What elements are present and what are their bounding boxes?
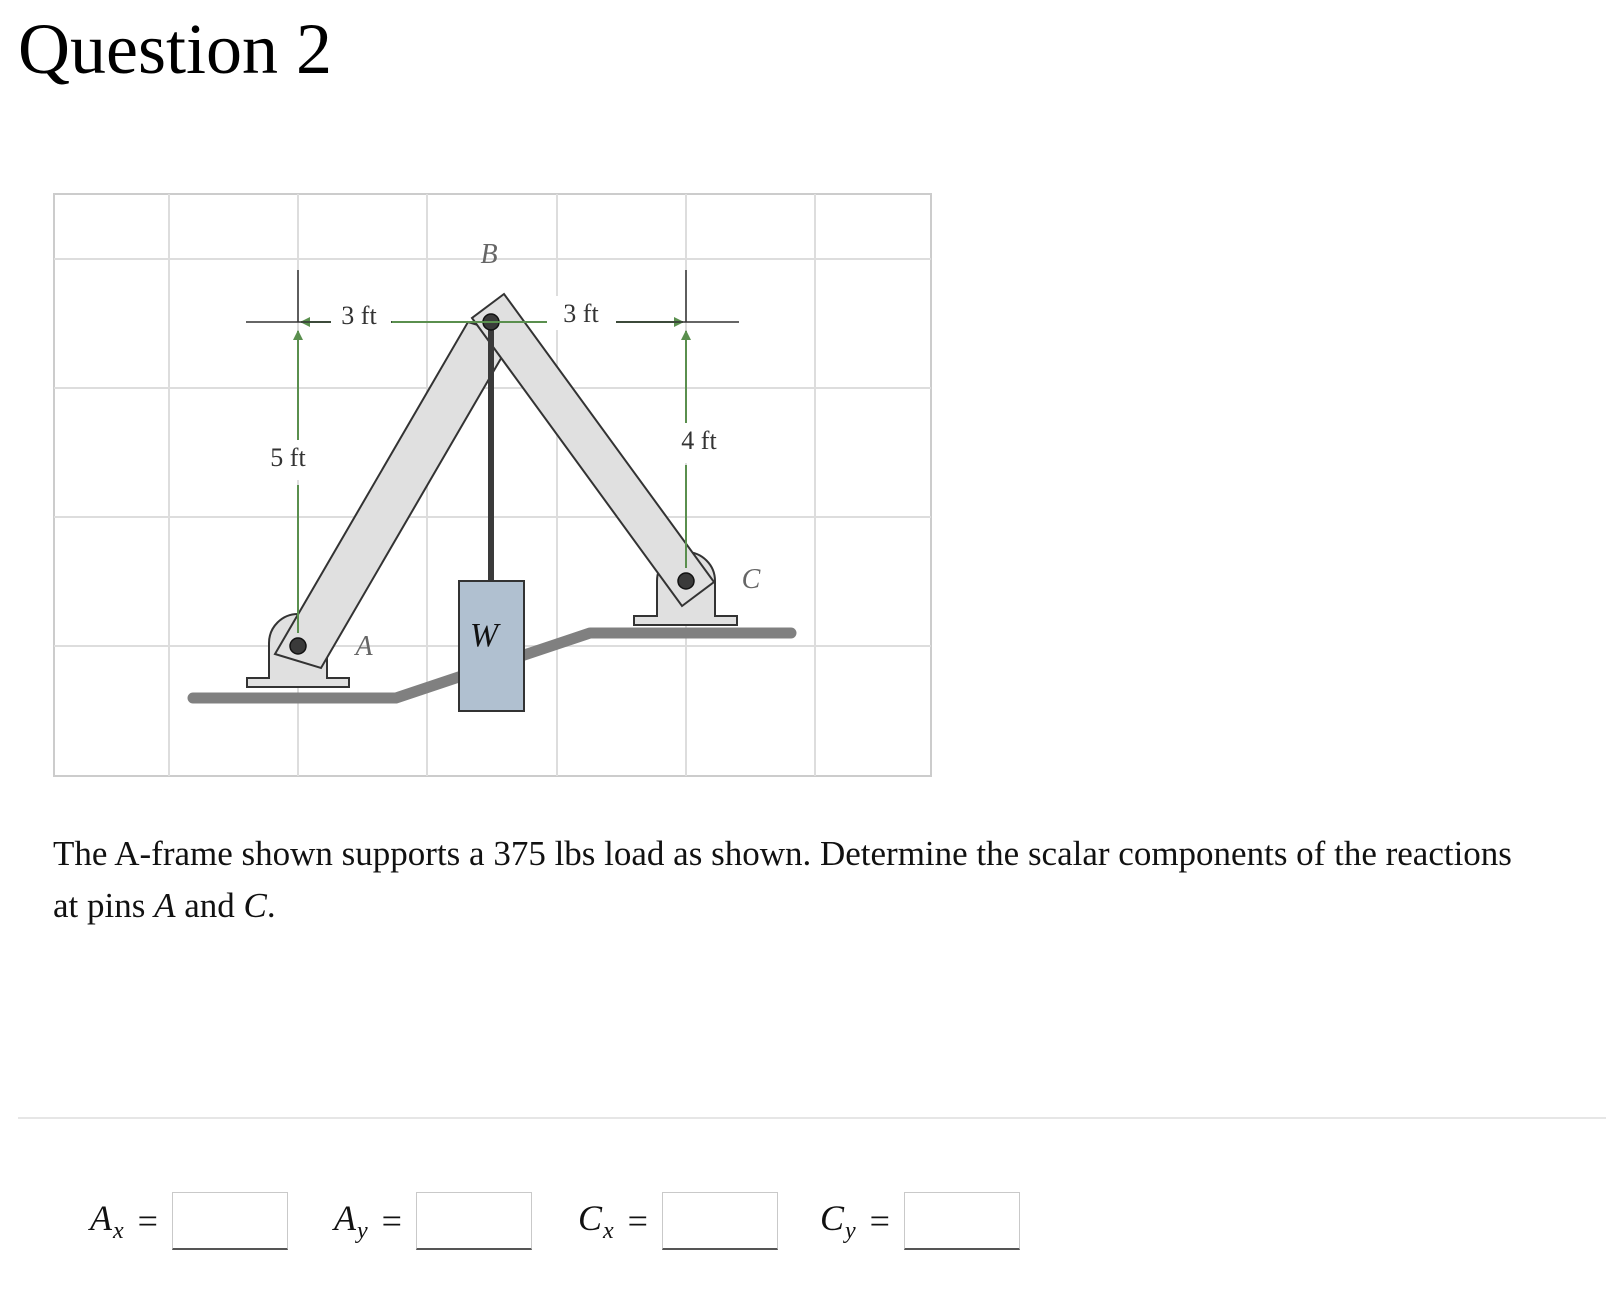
cy-equals: =	[869, 1201, 890, 1241]
ax-equals: =	[137, 1201, 158, 1241]
label-b: B	[480, 239, 498, 270]
section-divider	[18, 1117, 1606, 1119]
prompt-text: The A-frame shown supports a 375 lbs load as shown. Determine the scalar components of the reactions at pins	[53, 834, 1512, 925]
pin-a-ref: A	[154, 886, 176, 925]
cx-equals: =	[627, 1201, 648, 1241]
label-a: A	[355, 631, 373, 662]
cy-input[interactable]	[904, 1192, 1020, 1250]
a-frame-diagram	[53, 193, 933, 779]
question-title: Question 2	[18, 9, 332, 89]
ay-input[interactable]	[416, 1192, 532, 1250]
dim-3ft-left: 3 ft	[341, 301, 377, 330]
answer-cx	[578, 1190, 778, 1252]
cy-label: $C_y$	[820, 1198, 856, 1244]
pin-c-icon	[678, 573, 694, 589]
ax-input[interactable]	[172, 1192, 288, 1250]
prompt-conjunction: and	[175, 886, 244, 925]
answer-ax	[90, 1190, 288, 1252]
answer-cy	[820, 1190, 1020, 1252]
pin-c-ref: C	[243, 886, 267, 925]
answer-row	[0, 1190, 1606, 1260]
answer-ay	[334, 1190, 532, 1252]
cx-input[interactable]	[662, 1192, 778, 1250]
label-c: C	[741, 564, 761, 595]
a-frame-figure	[53, 193, 933, 779]
prompt-end: .	[266, 886, 276, 925]
ay-label: $A_y$	[334, 1198, 368, 1244]
label-w: W	[469, 617, 499, 654]
ax-label: $A_x$	[90, 1198, 124, 1244]
cx-label: $C_x$	[578, 1198, 614, 1244]
pin-a-icon	[290, 638, 306, 654]
ay-equals: =	[381, 1201, 402, 1241]
dim-5ft: 5 ft	[270, 443, 306, 472]
problem-statement	[53, 828, 1533, 932]
dim-3ft-right: 3 ft	[563, 299, 599, 328]
dim-4ft: 4 ft	[681, 426, 717, 455]
